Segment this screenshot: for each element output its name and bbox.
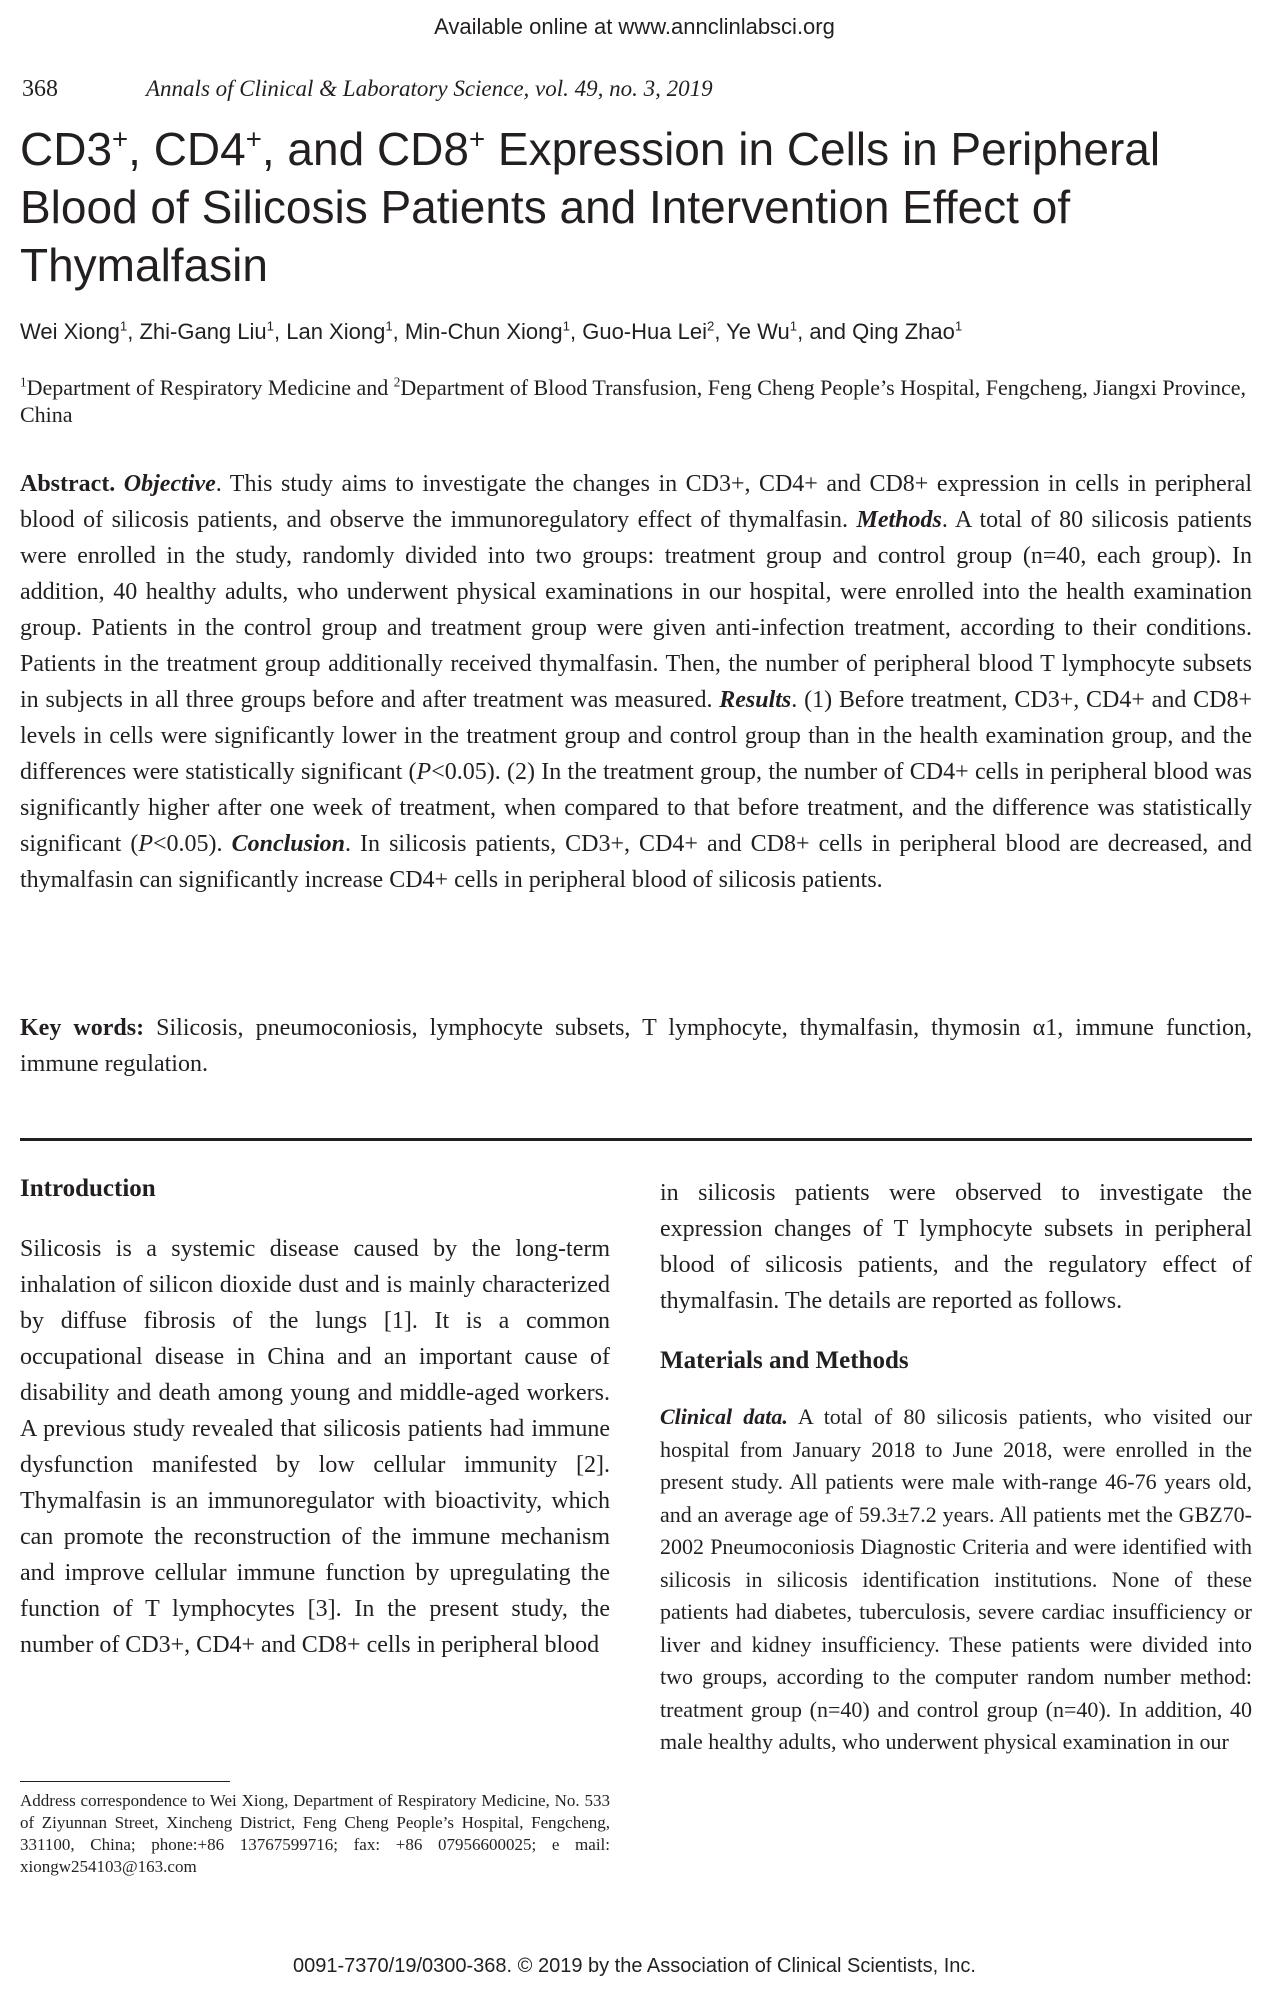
- objective-label: Objective: [123, 471, 216, 497]
- author-separator: ,: [392, 319, 405, 344]
- keywords-text: Silicosis, pneumoconiosis, lymphocyte subsets, T lymphocyte, thymalfasin, thymosin α1, immune function, immune regulation.: [20, 1015, 1253, 1077]
- author-name: Qing Zhao: [852, 319, 955, 344]
- affiliation-text: Department of Respiratory Medicine and: [26, 375, 394, 400]
- title-part: Expression in Cells in Peripheral Blood of Silicosis Patients and Intervention Effect of Thymalfasin: [20, 123, 1161, 291]
- methods-text: . A total of 80 silicosis patients were enrolled in the study, randomly divided into two groups: treatment group and control group (n=40, each group). In addition, 40 healthy adults, who underwent physical examinations in our hospital, were enrolled into the health examination group. Patients in the control group and treatment group were given anti-infection treatment, according to their conditions. Patients in the treatment group additionally received thymalfasin. Then, the number of peripheral blood T lymphocyte subsets in subjects in all three groups before and after treatment was measured.: [20, 507, 1253, 713]
- title-sup: +: [112, 123, 129, 155]
- affiliation-number: 2: [393, 374, 401, 390]
- clinical-data-paragraph: [660, 1401, 1252, 1759]
- copyright-line: 0091-7370/19/0300-368. © 2019 by the Association of Clinical Scientists, Inc.: [293, 1955, 976, 1977]
- author-separator: ,: [273, 319, 287, 344]
- author-separator: ,: [569, 319, 583, 344]
- page-number: 368: [22, 76, 58, 102]
- affiliation-text: Department of Blood Transfusion, Feng Cheng People’s Hospital, Fengcheng, Jiangxi Province, China: [20, 375, 1247, 427]
- introduction-text: Silicosis is a systemic disease caused by the long-term inhalation of silicon dioxide dust and is mainly characterized by diffuse fibrosis of the lungs [1]. It is a common occupational disease in China and an important cause of disability and death among young and middle-aged workers. A previous study revealed that silicosis patients had immune dysfunction manifested by low cellular immunity [2]. Thymalfasin is an immunoregulator with bioactivity, which can promote the reconstruction of the immune mechanism and improve cellular immune function by upregulating the function of T lymphocytes [3]. In the present study, the number of CD3+, CD4+ and CD8+ cells in peripheral blood: [20, 1236, 610, 1658]
- affiliations: [20, 374, 1250, 428]
- article-title: [20, 120, 1240, 294]
- title-part: , CD4: [128, 123, 246, 175]
- footnote-divider: [20, 1781, 230, 1782]
- author-affiliation-mark: 1: [119, 318, 128, 334]
- results-text: . (1) Before treatment, CD3+, CD4+ and CD8+ levels in cells were significantly lower in the treatment group and control group than in the health examination group, and the differences were statistically significant (: [20, 687, 1252, 785]
- abstract: [20, 466, 1252, 898]
- author-affiliation-mark: 1: [562, 318, 570, 334]
- author-separator: ,: [714, 319, 727, 344]
- methods-label: Methods: [856, 507, 942, 533]
- introduction-heading: Introduction: [20, 1175, 156, 1202]
- keywords: [20, 1010, 1252, 1082]
- p-value-symbol: P: [416, 759, 432, 785]
- results-text: <0.05). (2) In the treatment group, the number of CD4+ cells in peripheral blood was significantly higher after one week of treatment, when compared to that before treatment, and the difference was statistically significant (: [20, 759, 1252, 857]
- author-affiliation-mark: 1: [385, 318, 393, 334]
- conclusion-text: . In silicosis patients, CD3+, CD4+ and CD8+ cells in peripheral blood are decreased, and thymalfasin can significantly increase CD4+ cells in peripheral blood of silicosis patients.: [20, 831, 1252, 893]
- materials-methods-heading: Materials and Methods: [660, 1347, 909, 1374]
- author-name: Guo-Hua Lei: [582, 319, 707, 344]
- title-sup: +: [245, 123, 262, 155]
- clinical-data-text: A total of 80 silicosis patients, who visited our hospital from January 2018 to June 2018, were enrolled in the present study. All patients were male with-range 46-76 years old, and an average age of 59.3±7.2 years. All patients met the GBZ70-2002 Pneumoconiosis Diagnostic Criteria and were identified with silicosis in silicosis identification institutions. None of these patients had diabetes, tuberculosis, severe cardiac insufficiency or liver and kidney insufficiency. These patients were divided into two groups, according to the computer random number method: treatment group (n=40) and control group (n=40). In addition, 40 male healthy adults, who underwent physical examination in our: [660, 1404, 1252, 1754]
- objective-text: . This study aims to investigate the changes in CD3+, CD4+ and CD8+ expression in cells in peripheral blood of silicosis patients, and observe the immunoregulatory effect of thymalfasin.: [20, 471, 1252, 533]
- author-affiliation-mark: 1: [789, 318, 798, 334]
- author-affiliation-mark: 1: [266, 318, 274, 334]
- author-name: Wei Xiong: [20, 319, 120, 344]
- author-name: Lan Xiong: [286, 319, 386, 344]
- title-sup: +: [469, 123, 486, 155]
- author-name: Zhi-Gang Liu: [139, 319, 267, 344]
- available-online-notice: Available online at www.annclinlabsci.org: [434, 14, 835, 39]
- abstract-label: Abstract.: [20, 471, 116, 497]
- author-separator: , and: [797, 319, 853, 344]
- journal-citation: Annals of Clinical & Laboratory Science, vol. 49, no. 3, 2019: [146, 76, 713, 101]
- results-label: Results: [719, 687, 792, 713]
- conclusion-label: Conclusion: [231, 831, 345, 857]
- title-part: , and CD8: [261, 123, 469, 175]
- introduction-continued: in silicosis patients were observed to investigate the expression changes of T lymphocyte subsets in peripheral blood of silicosis patients, and the regulatory effect of thymalfasin. The details are reported as follows.: [660, 1180, 1252, 1314]
- author-separator: ,: [127, 319, 140, 344]
- left-column: [20, 1175, 610, 1663]
- p-value-symbol: P: [138, 831, 154, 857]
- results-text: <0.05).: [153, 831, 232, 857]
- right-column: [660, 1175, 1252, 1759]
- correspondence-footnote: Address correspondence to Wei Xiong, Department of Respiratory Medicine, No. 533 of Ziyunnan Street, Xincheng District, Feng Cheng People’s Hospital, Fengcheng, 331100, China; phone:+86 13767599716; fax: +86 07956600025; e mail: xiongw254103@163.com: [20, 1791, 610, 1876]
- author-list: [20, 319, 1240, 345]
- author-name: Min-Chun Xiong: [404, 319, 563, 344]
- author-affiliation-mark: 2: [706, 318, 715, 334]
- author-affiliation-mark: 1: [954, 318, 963, 334]
- affiliation-number: 1: [20, 374, 27, 390]
- clinical-data-label: Clinical data.: [660, 1404, 788, 1429]
- author-name: Ye Wu: [726, 319, 790, 344]
- section-divider: [20, 1138, 1252, 1141]
- title-part: CD3: [20, 123, 113, 175]
- keywords-label: Key words:: [20, 1015, 145, 1041]
